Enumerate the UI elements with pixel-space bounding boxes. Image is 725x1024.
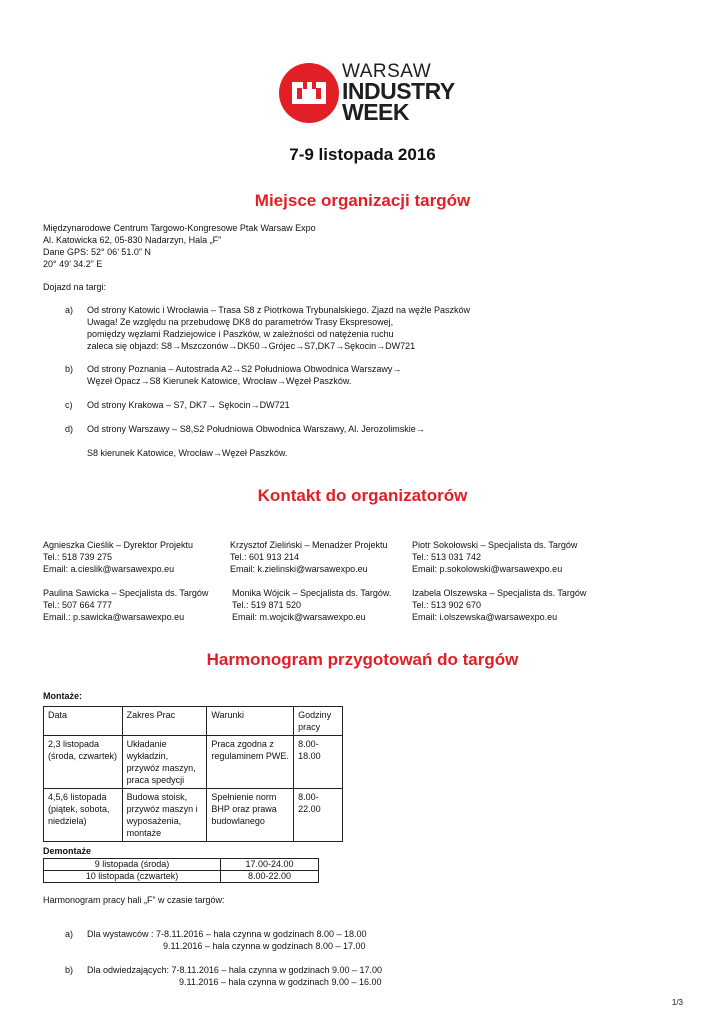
logo-line-3: WEEK xyxy=(342,99,409,125)
contact-name: Izabela Olszewska – Specjalista ds. Targów xyxy=(412,588,587,598)
table-cell: 17.00-24.00 xyxy=(221,859,319,871)
hall-item-line: Dla wystawców : 7-8.11.2016 – hala czynna w godzinach 8.00 – 18.00 xyxy=(87,929,367,939)
table-row xyxy=(44,736,343,789)
table-header-cell: Data xyxy=(44,707,123,736)
contact-email[interactable]: Email: m.wojcik@warsawexpo.eu xyxy=(232,612,366,622)
table-cell: 2,3 listopada (środa, czwartek) xyxy=(44,736,123,789)
direction-line: Od strony Warszawy – S8,S2 Południowa Obwodnica Warszawy, Al. Jerozolimskie→ xyxy=(87,424,425,434)
direction-line: Uwaga! Ze względu na przebudowę DK8 do parametrów Trasy Ekspresowej, xyxy=(87,317,394,327)
hall-item-letter: b) xyxy=(65,965,74,975)
contact-phone: Tel.: 507 664 777 xyxy=(43,600,113,610)
contact-email[interactable]: Email: i.olszewska@warsawexpo.eu xyxy=(412,612,558,622)
demontaze-label: Demontaże xyxy=(43,846,92,856)
table-row xyxy=(44,859,319,871)
contact-card xyxy=(230,539,420,575)
contact-card xyxy=(412,539,612,575)
venue-address xyxy=(43,222,543,270)
direction-line: Od strony Katowic i Wrocławia – Trasa S8 z Piotrkowa Trybunalskiego. Zjazd na węźle Paszków xyxy=(87,305,470,315)
montaze-table xyxy=(43,706,343,842)
table-cell: 10 listopada (czwartek) xyxy=(44,871,221,883)
table-cell: Układanie wykładzin, przywóz maszyn, praca spedycji xyxy=(122,736,207,789)
direction-letter: b) xyxy=(65,364,74,374)
table-cell: 8.00-22.00 xyxy=(221,871,319,883)
contact-name: Krzysztof Zieliński – Menadżer Projektu xyxy=(230,540,388,550)
table-header-cell: Warunki xyxy=(207,707,294,736)
logo-mark-icon xyxy=(278,62,340,124)
logo-line-1: WARSAW xyxy=(342,61,432,82)
table-row xyxy=(44,871,319,883)
contact-email[interactable]: Email: p.sokolowski@warsawexpo.eu xyxy=(412,564,563,574)
contact-card xyxy=(43,587,233,623)
contact-phone: Tel.: 513 902 670 xyxy=(412,600,482,610)
hall-item xyxy=(65,928,665,952)
venue-line: Dane GPS: 52° 06’ 51.0” N xyxy=(43,247,151,257)
hall-item-line: Dla odwiedzających: 7-8.11.2016 – hala czynna w godzinach 9.00 – 17.00 xyxy=(87,965,383,975)
directions-intro: Dojazd na targi: xyxy=(43,282,107,292)
table-header-cell: Zakres Prac xyxy=(122,707,207,736)
table-cell: 9 listopada (środa) xyxy=(44,859,221,871)
hall-item-line: 9.11.2016 – hala czynna w godzinach 8.00 – 17.00 xyxy=(163,941,366,951)
direction-line: pomiędzy węzłami Radziejowice i Paszków, w zależności od natężenia ruchu xyxy=(87,329,394,339)
direction-letter: a) xyxy=(65,305,74,315)
venue-heading: Miejsce organizacji targów xyxy=(254,191,471,210)
table-cell: Praca zgodna z regulaminem PWE. xyxy=(207,736,294,789)
venue-line: Al. Katowicka 62, 05-830 Nadarzyn, Hala „F” xyxy=(43,235,222,245)
hall-schedule-title: Harmonogram pracy hali „F” w czasie targów: xyxy=(43,895,225,905)
contact-name: Monika Wójcik – Specjalista ds. Targów. xyxy=(232,588,392,598)
hall-item-line: 9.11.2016 – hala czynna w godzinach 9.00 – 16.00 xyxy=(179,977,382,987)
direction-item xyxy=(65,423,665,459)
contacts-heading: Kontakt do organizatorów xyxy=(257,486,468,505)
table-cell: 4,5,6 listopada (piątek, sobota, niedziela) xyxy=(44,789,123,842)
hall-item xyxy=(65,964,665,988)
direction-letter: d) xyxy=(65,424,74,434)
contact-email[interactable]: Email: k.zielinski@warsawexpo.eu xyxy=(230,564,368,574)
contact-phone: Tel.: 513 031 742 xyxy=(412,552,482,562)
demontaze-table xyxy=(43,858,319,883)
contact-card xyxy=(232,587,422,623)
direction-line: Od strony Krakowa – S7, DK7→ Sękocin→DW721 xyxy=(87,400,290,410)
table-row xyxy=(44,789,343,842)
table-cell: Spełnienie norm BHP oraz prawa budowlanego xyxy=(207,789,294,842)
logo-line-2: INDUSTRY xyxy=(342,78,455,104)
direction-item xyxy=(65,304,665,352)
hall-item-letter: a) xyxy=(65,929,74,939)
contact-phone: Tel.: 601 913 214 xyxy=(230,552,300,562)
page-number: 1/3 xyxy=(671,998,683,1007)
direction-line: Od strony Poznania – Autostrada A2→S2 Południowa Obwodnica Warszawy→ xyxy=(87,364,402,374)
contact-phone: Tel.: 518 739 275 xyxy=(43,552,113,562)
contact-email[interactable]: Email.: p.sawicka@warsawexpo.eu xyxy=(43,612,185,622)
contact-phone: Tel.: 519 871 520 xyxy=(232,600,302,610)
direction-line: Węzeł Opacz→S8 Kierunek Katowice, Wrocław→Węzeł Paszków. xyxy=(87,376,352,386)
contact-name: Agnieszka Cieślik – Dyrektor Projektu xyxy=(43,540,194,550)
direction-line: S8 kierunek Katowice, Wrocław→Węzeł Paszków. xyxy=(87,448,288,458)
contact-card xyxy=(43,539,233,575)
direction-line: zaleca się objazd: S8→Mszczonów→DK50→Grójec→S7,DK7→Sękocin→DW721 xyxy=(87,341,416,351)
table-row xyxy=(44,707,343,736)
warsaw-industry-week-logo xyxy=(278,60,453,128)
table-cell: 8.00-22.00 xyxy=(294,789,343,842)
direction-item xyxy=(65,363,665,387)
contact-email[interactable]: Email: a.cieslik@warsawexpo.eu xyxy=(43,564,175,574)
table-cell: Budowa stoisk, przywóz maszyn i wyposażenia, montaże xyxy=(122,789,207,842)
venue-line: Międzynarodowe Centrum Targowo-Kongresowe Ptak Warsaw Expo xyxy=(43,223,316,233)
direction-item xyxy=(65,399,665,411)
venue-line: 20° 49’ 34.2” E xyxy=(43,259,103,269)
table-header-cell: Godziny pracy xyxy=(294,707,343,736)
table-cell: 8.00-18.00 xyxy=(294,736,343,789)
direction-letter: c) xyxy=(65,400,73,410)
contact-name: Piotr Sokołowski – Specjalista ds. Targów xyxy=(412,540,578,550)
dates-title: 7-9 listopada 2016 xyxy=(289,145,436,164)
contact-name: Paulina Sawicka – Specjalista ds. Targów xyxy=(43,588,209,598)
contact-card xyxy=(412,587,612,623)
schedule-heading: Harmonogram przygotowań do targów xyxy=(206,650,519,669)
montaze-label: Montaże: xyxy=(43,691,82,701)
